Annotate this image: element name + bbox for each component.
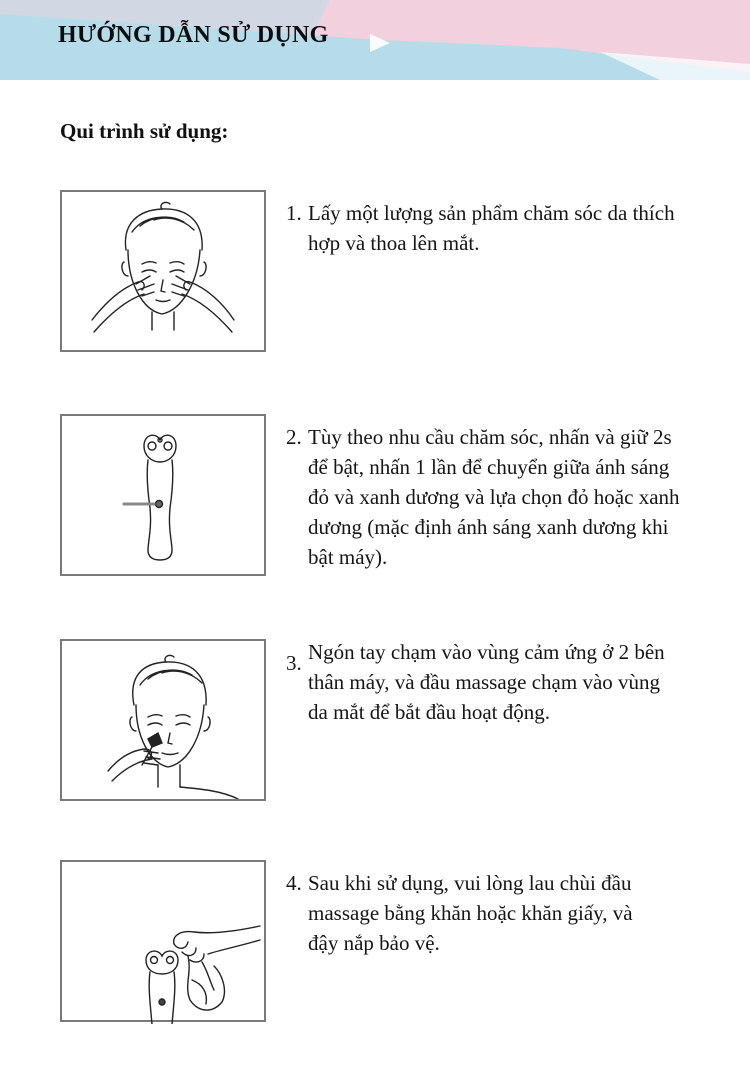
step-3-image bbox=[60, 639, 266, 801]
step-4-line: Sau khi sử dụng, vui lòng lau chùi đầu bbox=[308, 871, 632, 895]
device-power-button-icon bbox=[62, 416, 264, 574]
header-banner bbox=[0, 0, 750, 80]
step-4-line: đậy nắp bảo vệ. bbox=[308, 931, 440, 955]
step-2-line: Tùy theo nhu cầu chăm sóc, nhấn và giữ 2s bbox=[308, 425, 672, 449]
step-2-text bbox=[308, 422, 738, 572]
step-4-number: 4. bbox=[286, 871, 302, 895]
page-title: HƯỚNG DẪN SỬ DỤNG bbox=[58, 22, 329, 48]
face-applying-cream-icon bbox=[62, 192, 264, 350]
step-1-number: 1. bbox=[286, 201, 302, 225]
step-1-text bbox=[308, 198, 738, 258]
step-1-line: Lấy một lượng sản phẩm chăm sóc da thích bbox=[308, 201, 675, 225]
step-2-number: 2. bbox=[286, 425, 302, 449]
step-3-line: da mắt để bắt đầu hoạt động. bbox=[308, 700, 551, 724]
step-2-line: bật máy). bbox=[308, 545, 388, 569]
step-2-image bbox=[60, 414, 266, 576]
step-1-image bbox=[60, 190, 266, 352]
step-4-text bbox=[308, 868, 738, 958]
step-4-image bbox=[60, 860, 266, 1022]
step-3-number: 3. bbox=[286, 651, 302, 675]
section-title: Qui trình sử dụng: bbox=[60, 119, 229, 143]
hand-cleaning-device-icon bbox=[62, 862, 264, 1024]
step-2-line: để bật, nhấn 1 lần để chuyển giữa ánh sáng bbox=[308, 455, 670, 479]
step-2-line: đỏ và xanh dương và lựa chọn đỏ hoặc xanh bbox=[308, 485, 680, 509]
step-4-line: massage bằng khăn hoặc khăn giấy, và bbox=[308, 901, 633, 925]
step-3-line: Ngón tay chạm vào vùng cảm ứng ở 2 bên bbox=[308, 640, 665, 664]
step-2-line: dương (mặc định ánh sáng xanh dương khi bbox=[308, 515, 669, 539]
step-3-text bbox=[308, 637, 738, 727]
face-massage-device-icon bbox=[62, 641, 264, 799]
step-1-line: hợp và thoa lên mắt. bbox=[308, 231, 480, 255]
step-3-line: thân máy, và đầu massage chạm vào vùng bbox=[308, 670, 661, 694]
